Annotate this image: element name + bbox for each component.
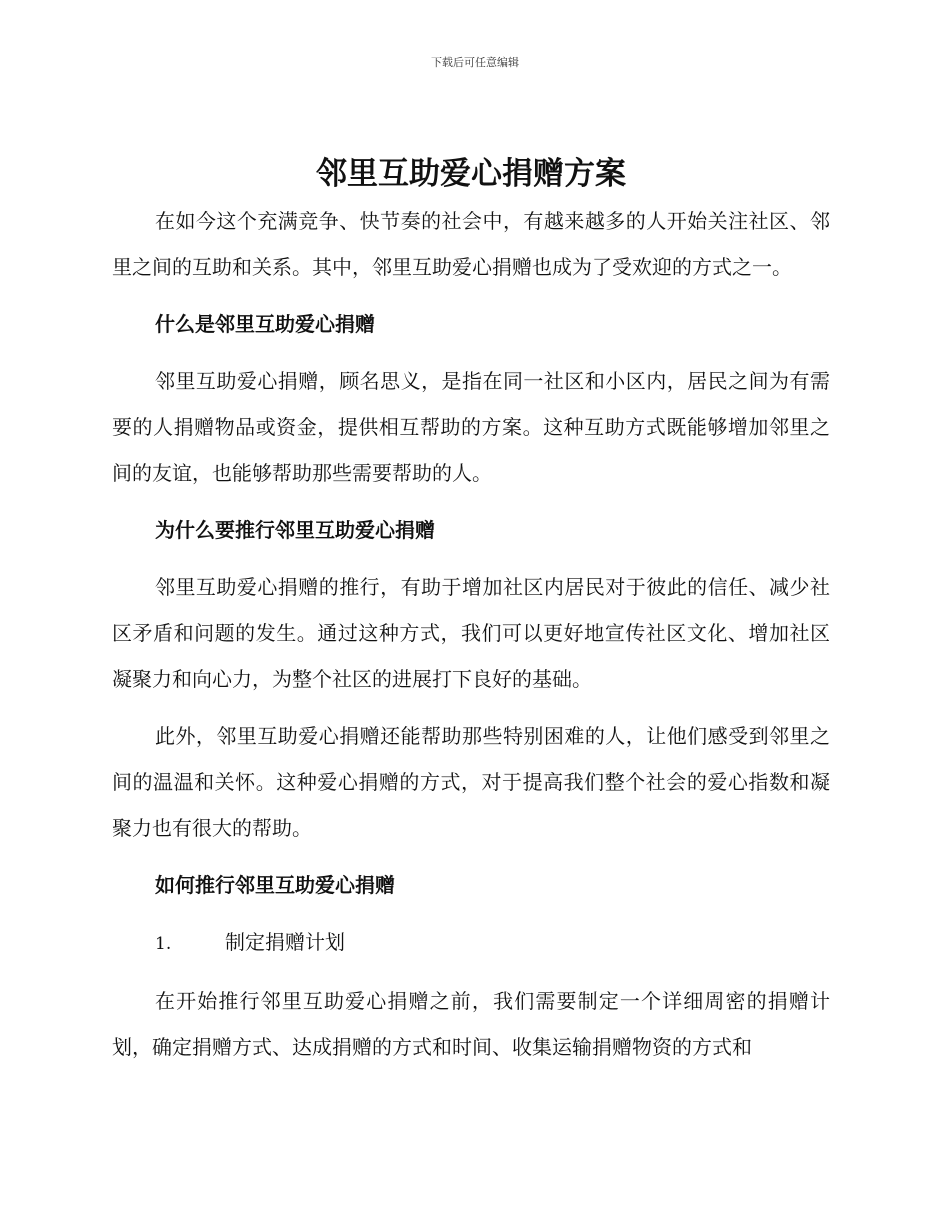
document-title: 邻里互助爱心捐赠方案 [316,156,626,192]
section-heading-how: 如何推行邻里互助爱心捐赠 [155,873,395,897]
page-header-note: 下载后可任意编辑 [431,56,519,69]
section-heading-what: 什么是邻里互助爱心捐赠 [155,312,375,336]
document-body [112,150,830,1070]
section-heading-why: 为什么要推行邻里互助爱心捐赠 [155,518,435,542]
section-how-paragraph: 在开始推行邻里互助爱心捐赠之前，我们需要制定一个详细周密的捐赠计划，确定捐赠方式、达成捐赠的方式和时间、收集运输捐赠物资的方式和 [112,989,830,1059]
section-what-paragraph: 邻里互助爱心捐赠，顾名思义，是指在同一社区和小区内，居民之间为有需要的人捐赠物品或资金，提供相互帮助的方案。这种互助方式既能够增加邻里之间的友谊，也能够帮助那些需要帮助的人。 [112,369,830,485]
list-item-label: 制定捐赠计划 [225,930,345,954]
intro-paragraph: 在如今这个充满竞争、快节奏的社会中，有越来越多的人开始关注社区、邻里之间的互助和关系。其中，邻里互助爱心捐赠也成为了受欢迎的方式之一。 [112,209,830,279]
list-item-number: 1. [155,934,172,954]
list-item [112,919,830,967]
section-why-paragraph-1: 邻里互助爱心捐赠的推行，有助于增加社区内居民对于彼此的信任、减少社区矛盾和问题的发生。通过这种方式，我们可以更好地宣传社区文化、增加社区凝聚力和向心力，为整个社区的进展打下良好的基础。 [112,575,830,691]
section-why-paragraph-2: 此外，邻里互助爱心捐赠还能帮助那些特别困难的人，让他们感受到邻里之间的温温和关怀。这种爱心捐赠的方式，对于提高我们整个社会的爱心指数和凝聚力也有很大的帮助。 [112,724,830,840]
